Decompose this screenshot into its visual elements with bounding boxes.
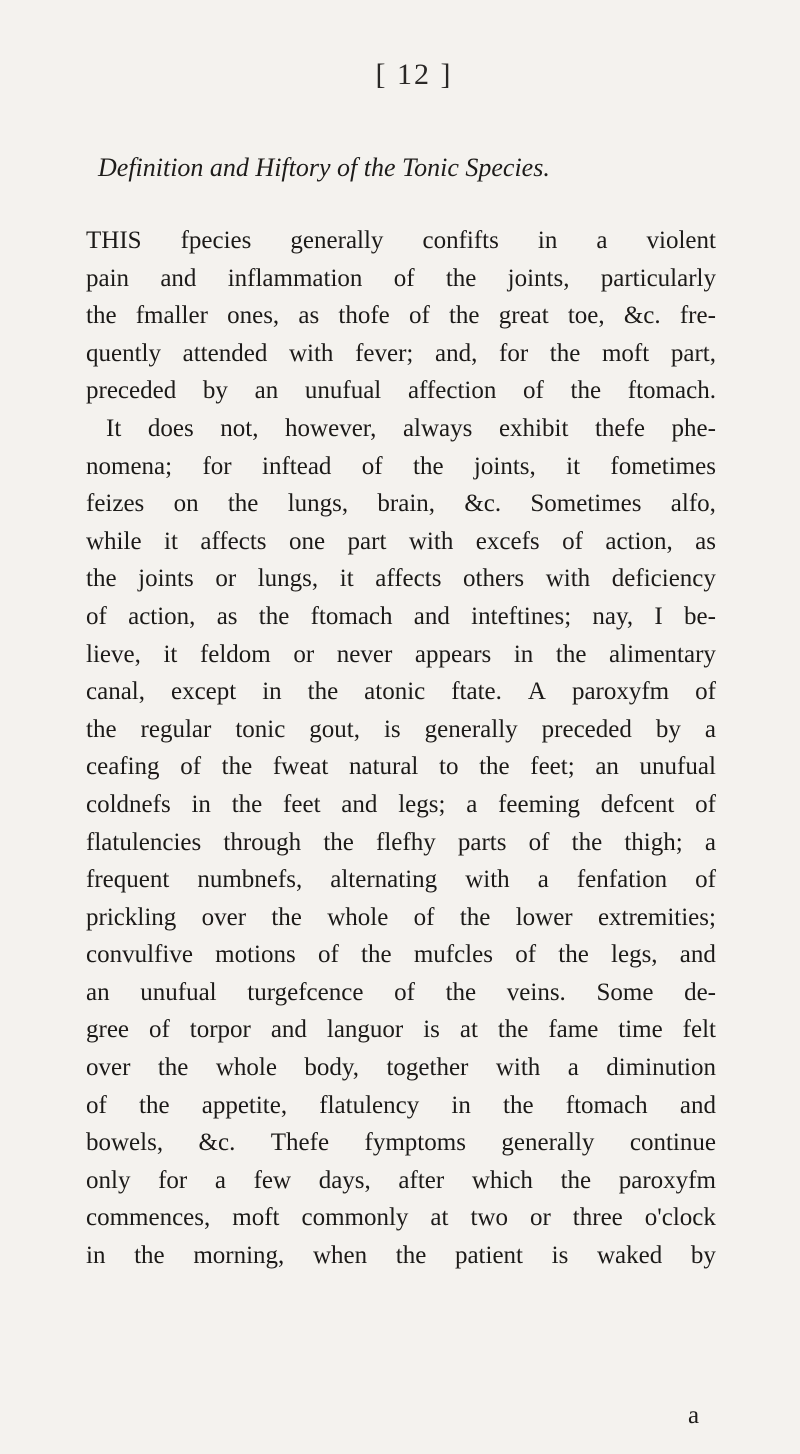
text-line: gree of torpor and languor is at the fame time felt	[86, 1016, 716, 1044]
text-line: the fmaller ones, as thofe of the great toe, &c. fre-	[86, 302, 716, 330]
text-line: nomena; for inftead of the joints, it fometimes	[86, 452, 716, 480]
text-line: convulfive motions of the mufcles of the legs, and	[86, 941, 716, 969]
text-line: only for a few days, after which the paroxyfm	[86, 1166, 716, 1194]
text-line: the joints or lungs, it affects others with deficiency	[86, 565, 716, 593]
catchword: a	[688, 1402, 700, 1429]
text-line: quently attended with fever; and, for the moft part,	[86, 339, 716, 367]
text-line: in the morning, when the patient is waked by	[86, 1242, 716, 1270]
text-line: an unufual turgefcence of the veins. Some de-	[86, 978, 716, 1006]
text-line: ceafing of the fweat natural to the feet; an unufual	[86, 753, 716, 781]
text-line: coldnefs in the feet and legs; a feeming defcent of	[86, 790, 716, 818]
body-text	[86, 222, 716, 1275]
section-title: Definition and Hiftory of the Tonic Species.	[98, 153, 550, 182]
page-number: [ 12 ]	[375, 58, 453, 91]
text-line: of the appetite, flatulency in the ftomach and	[86, 1091, 716, 1119]
text-line: canal, except in the atonic ftate. A paroxyfm of	[86, 678, 716, 706]
text-line: commences, moft commonly at two or three o'clock	[86, 1204, 716, 1232]
text-line: lieve, it feldom or never appears in the alimentary	[86, 640, 716, 668]
text-line: over the whole body, together with a diminution	[86, 1054, 716, 1082]
text-line: flatulencies through the flefhy parts of the thigh; a	[86, 828, 716, 856]
text-line: feizes on the lungs, brain, &c. Sometimes alfo,	[86, 490, 716, 518]
text-line: preceded by an unufual affection of the ftomach.	[86, 377, 716, 405]
text-line: bowels, &c. Thefe fymptoms generally continue	[86, 1129, 716, 1157]
text-line: frequent numbnefs, alternating with a fenfation of	[86, 866, 716, 894]
text-line: the regular tonic gout, is generally preceded by a	[86, 715, 716, 743]
text-line: of action, as the ftomach and inteftines; nay, I be-	[86, 602, 716, 630]
text-line: while it affects one part with excefs of action, as	[86, 527, 716, 555]
text-line: prickling over the whole of the lower extremities;	[86, 903, 716, 931]
text-line: It does not, however, always exhibit thefe phe-	[106, 414, 716, 442]
text-line: pain and inflammation of the joints, particularly	[86, 264, 716, 292]
text-line: THIS fpecies generally confifts in a violent	[86, 227, 716, 254]
